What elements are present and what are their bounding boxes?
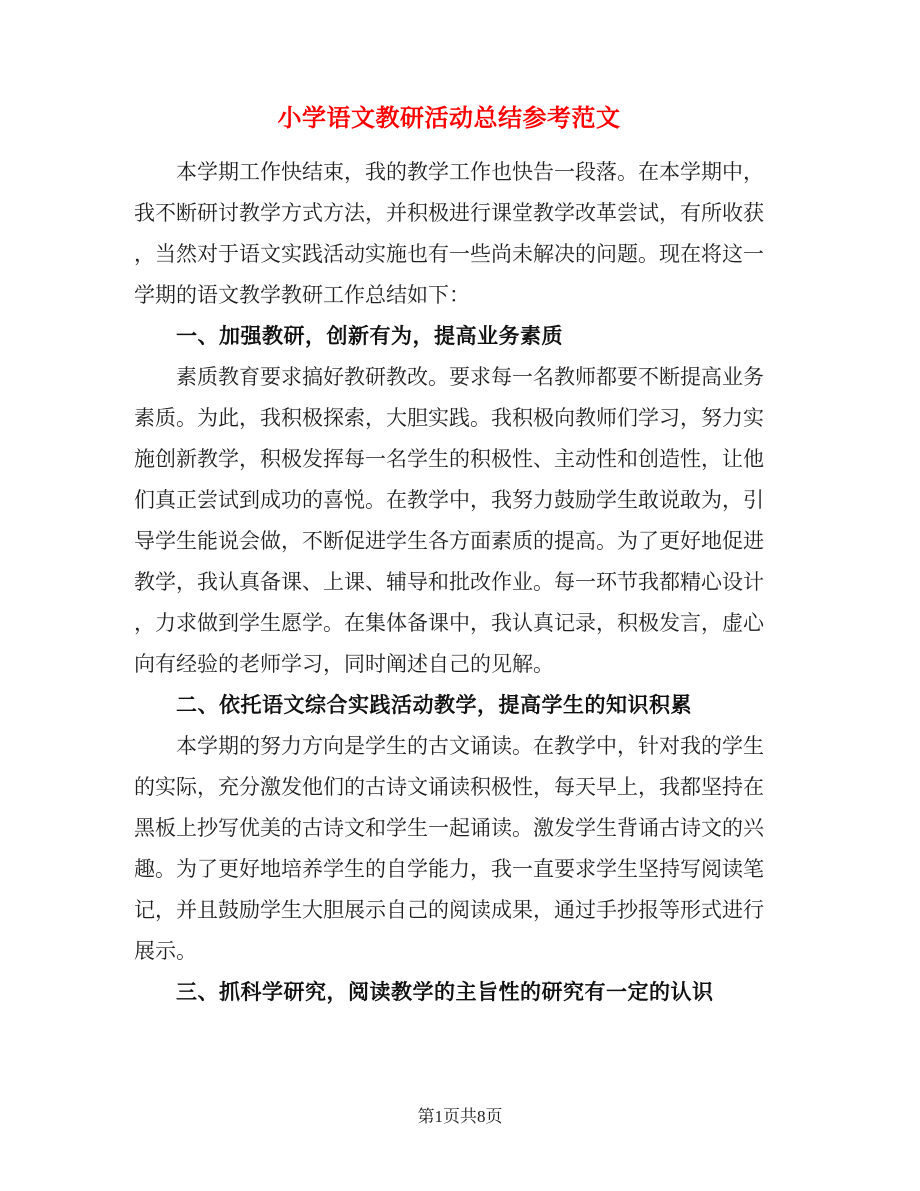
paragraph: 素质教育要求搞好教研教改。要求每一名教师都要不断提高业务素质。为此，我积极探索，大胆实践。我积极向教师们学习，努力实施创新教学，积极发挥每一名学生的积极性、主动性和创造性，让他们真正尝试到成功的喜悦。在教学中，我努力鼓励学生敢说敢为，引导学生能说会做，不断促进学生各方面素质的提高。为了更好地促进教学，我认真备课、上课、辅导和批改作业。每一环节我都精心设计，力求做到学生愿学。在集体备课中，我认真记录，积极发言，虚心向有经验的老师学习，同时阐述自己的见解。 — [134, 365, 764, 676]
page-number-footer: 第1页共8页 — [417, 1107, 503, 1126]
section-heading: 一、加强教研，创新有为，提高业务素质 — [176, 325, 563, 348]
section-heading: 二、依托语文综合实践活动教学，提高学生的知识积累 — [176, 694, 692, 717]
document-body — [134, 152, 764, 1013]
paragraph: 本学期的努力方向是学生的古文诵读。在教学中，针对我的学生的实际，充分激发他们的古诗文诵读积极性，每天早上，我都坚持在黑板上抄写优美的古诗文和学生一起诵读。激发学生背诵古诗文的兴趣。为了更好地培养学生的自学能力，我一直要求学生坚持写阅读笔记，并且鼓励学生大胆展示自己的阅读成果，通过手抄报等形式进行展示。 — [134, 734, 764, 963]
document-title: 小学语文教研活动总结参考范文 — [277, 105, 621, 132]
section-heading: 三、抓科学研究，阅读教学的主旨性的研究有一定的认识 — [176, 981, 714, 1004]
paragraph: 本学期工作快结束，我的教学工作也快告一段落。在本学期中，我不断研讨教学方式方法，并积极进行课堂教学改革尝试，有所收获，当然对于语文实践活动实施也有一些尚未解决的问题。现在将这一学期的语文教学教研工作总结如下： — [134, 160, 764, 307]
document-content — [134, 0, 764, 1013]
